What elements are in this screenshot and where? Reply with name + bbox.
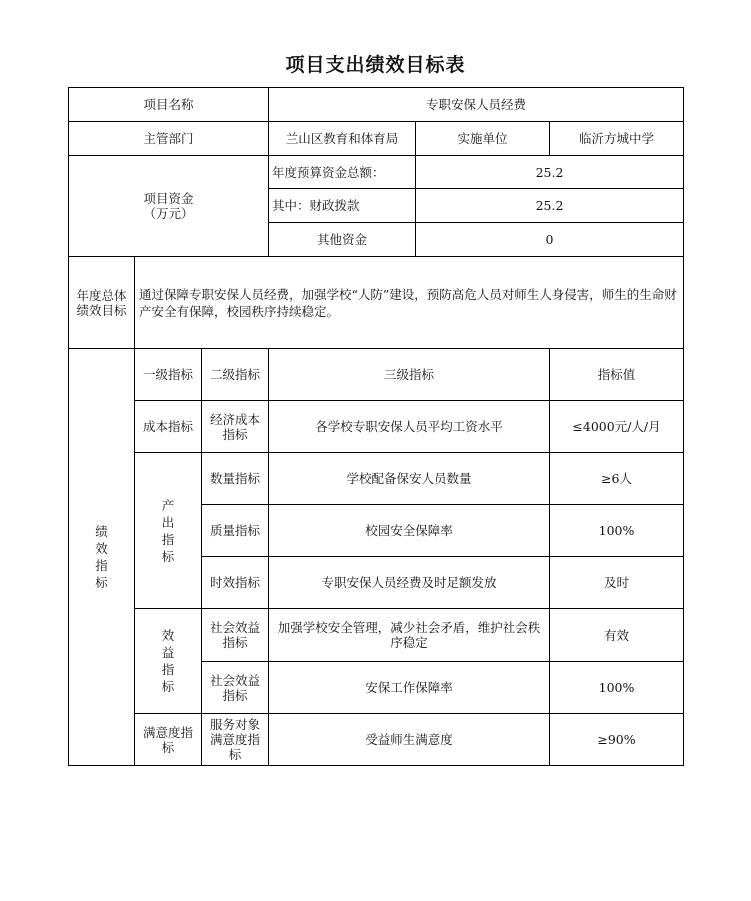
project-funds-label: [69, 156, 269, 257]
performance-indicators-label: [69, 349, 135, 766]
performance-indicators-label-text: 绩效指标: [95, 524, 108, 590]
annual-budget-total-label: 年度预算资金总额：: [269, 156, 416, 189]
level1-benefit-text: 效益指标: [161, 628, 175, 694]
indicator-row: [69, 401, 684, 453]
fiscal-appropriation-label: 其中：财政拨款: [269, 189, 416, 223]
level1-cost: 成本指标: [135, 401, 202, 453]
indicator-value: ≥90%: [550, 714, 684, 766]
project-name-label: 项目名称: [69, 88, 269, 122]
funds-total-row: [69, 156, 684, 189]
indicator-value: ≤4000元/人/月: [550, 401, 684, 453]
level3-cell: 专职安保人员经费及时足额发放: [269, 557, 550, 609]
implementing-unit-value: 临沂方城中学: [550, 122, 684, 156]
indicator-row: [69, 609, 684, 662]
level1-output: [135, 453, 202, 609]
level1-benefit: [135, 609, 202, 714]
other-funds-value: 0: [416, 223, 684, 257]
department-row: [69, 122, 684, 156]
indicator-value: 100%: [550, 662, 684, 714]
indicator-value: 及时: [550, 557, 684, 609]
level3-cell: 学校配备保安人员数量: [269, 453, 550, 505]
header-level2: 二级指标: [202, 349, 269, 401]
indicator-row: [69, 453, 684, 505]
indicator-value: 有效: [550, 609, 684, 662]
implementing-unit-label: 实施单位: [416, 122, 550, 156]
indicator-value: 100%: [550, 505, 684, 557]
annual-budget-total-value: 25.2: [416, 156, 684, 189]
department-label: 主管部门: [69, 122, 269, 156]
header-level3: 三级指标: [269, 349, 550, 401]
level2-cell: 时效指标: [202, 557, 269, 609]
level2-cell: 社会效益指标: [202, 609, 269, 662]
project-funds-label-line2: （万元）: [143, 206, 194, 221]
header-level1: 一级指标: [135, 349, 202, 401]
level1-satisfaction: 满意度指标: [135, 714, 202, 766]
project-funds-label-line1: 项目资金: [143, 191, 194, 206]
page-title: 项目支出绩效目标表: [285, 54, 466, 76]
department-value: 兰山区教育和体育局: [269, 122, 416, 156]
annual-goal-text: 通过保障专职安保人员经费，加强学校“人防”建设，预防高危人员对师生人身侵害，师生的生命财产安全有保障，校园秩序持续稳定。: [135, 257, 684, 349]
indicator-value: ≥6人: [550, 453, 684, 505]
performance-target-table: [68, 87, 684, 766]
level3-cell: 校园安全保障率: [269, 505, 550, 557]
project-name-row: [69, 88, 684, 122]
indicator-row: [69, 714, 684, 766]
level3-cell: 受益师生满意度: [269, 714, 550, 766]
level3-cell: 加强学校安全管理，减少社会矛盾，维护社会秩序稳定: [269, 609, 550, 662]
level2-cell: 经济成本指标: [202, 401, 269, 453]
other-funds-label: 其他资金: [269, 223, 416, 257]
header-value: 指标值: [550, 349, 684, 401]
level2-cell: 质量指标: [202, 505, 269, 557]
project-name-value: 专职安保人员经费: [269, 88, 684, 122]
indicator-header-row: [69, 349, 684, 401]
level2-cell: 数量指标: [202, 453, 269, 505]
level2-cell: 服务对象满意度指标: [202, 714, 269, 766]
level2-cell: 社会效益指标: [202, 662, 269, 714]
level1-output-text: 产出指标: [161, 497, 175, 564]
annual-goal-row: [69, 257, 684, 349]
annual-goal-label: 年度总体绩效目标: [69, 257, 135, 349]
fiscal-appropriation-value: 25.2: [416, 189, 684, 223]
level3-cell: 各学校专职安保人员平均工资水平: [269, 401, 550, 453]
level3-cell: 安保工作保障率: [269, 662, 550, 714]
